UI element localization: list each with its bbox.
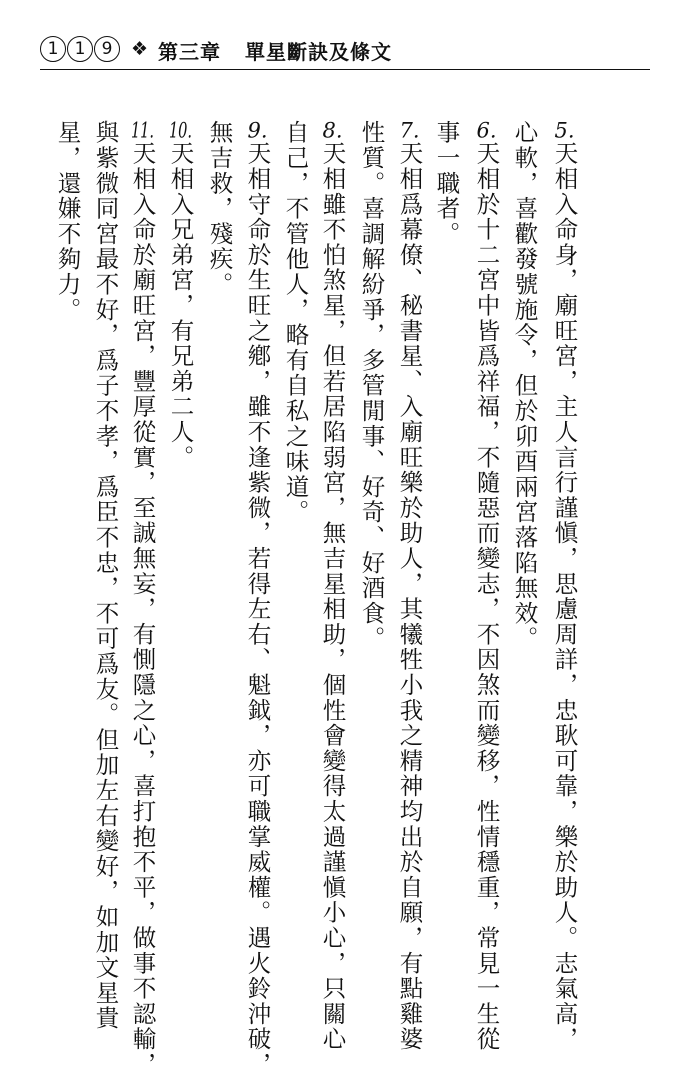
text-column <box>357 120 386 652</box>
text-column <box>472 120 501 1052</box>
page-digit: 9 <box>94 36 120 62</box>
page-header <box>40 34 650 74</box>
page-digit: 1 <box>40 36 66 62</box>
column-text: 自己，不管他人，略有自私之味道。 <box>281 120 310 525</box>
item-number: 10. <box>168 120 193 141</box>
column-text: 天相入命於廟旺宮，豐厚從實，至誠無妄，有惻隱之心，喜打抱不平，做事不認輸， <box>128 141 157 1077</box>
text-column <box>510 120 539 652</box>
chapter-title: 第三章 <box>158 40 221 64</box>
text-column <box>205 120 234 298</box>
column-text: 性質。喜調解紛爭，多管閒事、好奇、好酒食。 <box>357 120 386 652</box>
item-number: 6. <box>476 120 497 141</box>
column-text: 事一職者。 <box>432 120 461 247</box>
header-rule <box>40 69 650 70</box>
column-text: 天相雖不怕煞星，但若居陷弱宮，無吉星相助，個性會變得太過謹愼小心，只關心 <box>318 141 347 1052</box>
section-title: 單星斷訣及條文 <box>245 40 392 64</box>
column-text: 無吉救，殘疾。 <box>205 120 234 298</box>
column-text: 星，還嫌不夠力。 <box>53 120 82 323</box>
column-text: 天相入兄弟宮，有兄弟二人。 <box>166 141 195 470</box>
item-number: 11. <box>130 120 155 141</box>
text-column <box>166 120 195 470</box>
text-column <box>550 120 579 1052</box>
text-column <box>128 120 157 1077</box>
item-number: 7. <box>399 120 420 141</box>
text-column <box>432 120 461 247</box>
column-text: 心軟，喜歡發號施令，但於卯酉兩宮落陷無效。 <box>510 120 539 652</box>
page-digit: 1 <box>67 36 93 62</box>
item-number: 9. <box>247 120 268 141</box>
text-column <box>53 120 82 323</box>
text-column <box>243 120 272 1077</box>
column-text: 與紫微同宮最不好，爲子不孝，爲臣不忠，不可爲友。但加左右變好，如加文星貴 <box>91 120 120 1031</box>
item-number: 8. <box>322 120 343 141</box>
page-number <box>40 36 120 62</box>
diamond-ornament-icon: ❖ <box>131 38 149 60</box>
item-number: 5. <box>554 120 575 141</box>
column-text: 天相入命身，廟旺宮，主人言行謹愼，思慮周詳，忠耿可靠，樂於助人。志氣高， <box>550 141 579 1052</box>
column-text: 天相於十二宮中皆爲祥福，不隨惡而變志，不因煞而變移，性情穩重，常見一生從 <box>472 141 501 1052</box>
text-column <box>281 120 310 525</box>
text-column <box>91 120 120 1031</box>
text-column <box>318 120 347 1052</box>
column-text: 天相守命於生旺之鄕，雖不逢紫微，若得左右、魁鉞，亦可職掌威權。遇火鈴沖破， <box>243 141 272 1077</box>
text-column <box>395 120 424 1052</box>
column-text: 天相爲幕僚、秘書星、入廟旺樂於助人，其犧牲小我之精神均出於自願，有點雞婆 <box>395 141 424 1052</box>
